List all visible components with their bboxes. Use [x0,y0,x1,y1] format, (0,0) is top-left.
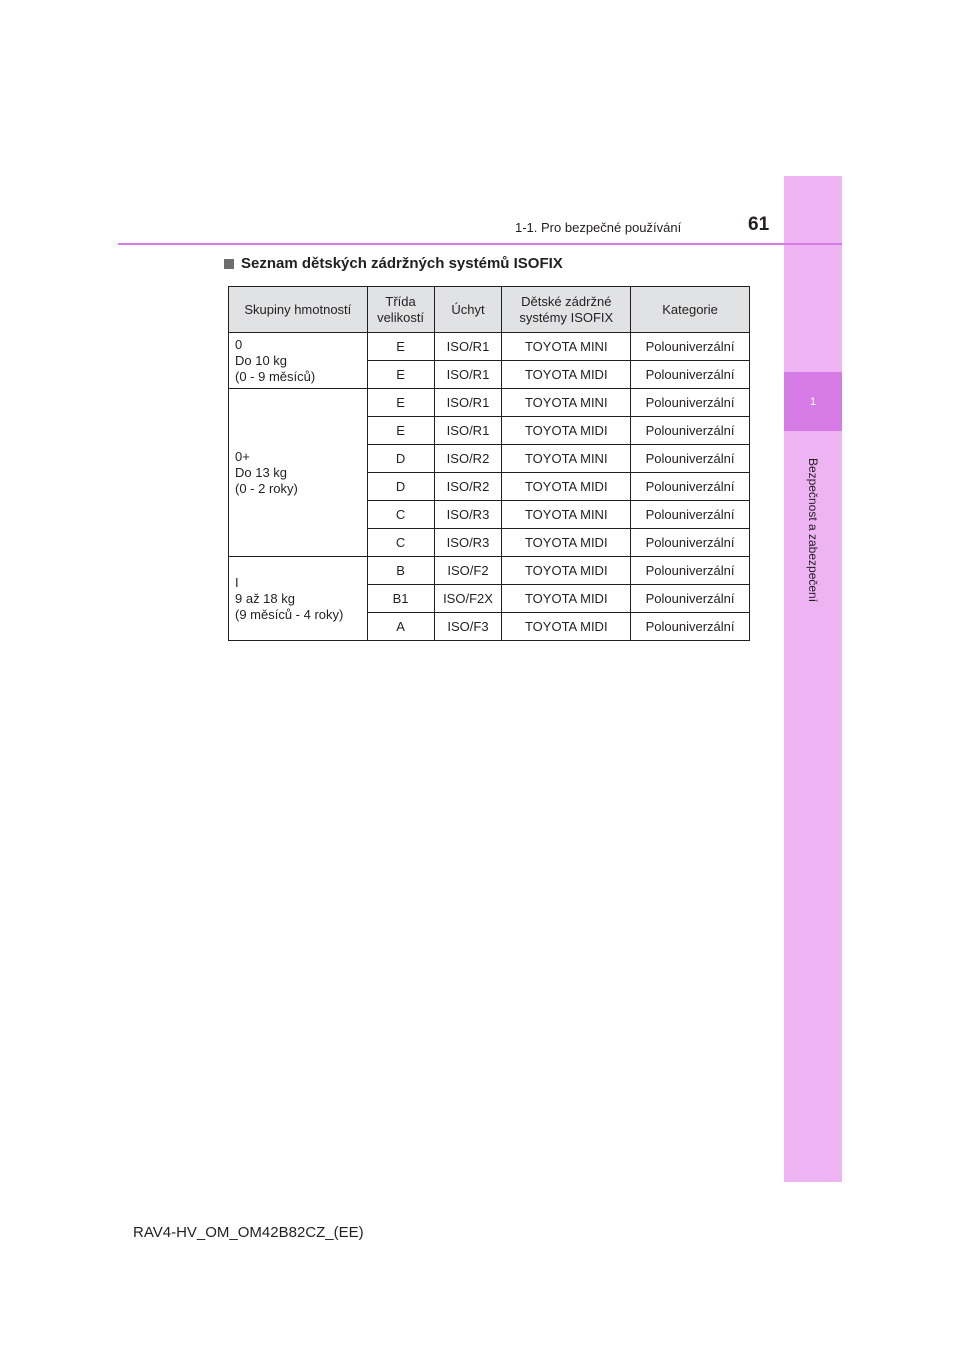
fixture-cell: ISO/R1 [434,333,502,361]
category-cell: Polouniverzální [631,613,750,641]
header-divider [118,243,842,245]
fixture-cell: ISO/R2 [434,473,502,501]
system-cell: TOYOTA MINI [502,389,631,417]
header-section-title: 1-1. Pro bezpečné používání [515,220,682,235]
size-class-cell: C [367,529,434,557]
table-row [229,389,750,417]
table-body [229,333,750,641]
system-cell: TOYOTA MIDI [502,473,631,501]
size-class-cell: C [367,501,434,529]
category-cell: Polouniverzální [631,529,750,557]
system-cell: TOYOTA MIDI [502,557,631,585]
chapter-title: Bezpečnost a zabezpečení [806,457,820,603]
size-class-cell: E [367,333,434,361]
weight-group-cell: I 9 až 18 kg (9 měsíců - 4 roky) [229,557,368,641]
table-row [229,333,750,361]
fixture-cell: ISO/R1 [434,389,502,417]
category-cell: Polouniverzální [631,361,750,389]
size-class-cell: D [367,473,434,501]
system-cell: TOYOTA MIDI [502,613,631,641]
section-heading-text: Seznam dětských zádržných systémů ISOFIX [241,255,563,272]
category-cell: Polouniverzální [631,473,750,501]
category-cell: Polouniverzální [631,585,750,613]
fixture-cell: ISO/R3 [434,501,502,529]
system-cell: TOYOTA MIDI [502,361,631,389]
category-cell: Polouniverzální [631,389,750,417]
header-isofix-systems: Dětské zádržné systémy ISOFIX [502,287,631,333]
square-bullet-icon [224,259,234,269]
category-cell: Polouniverzální [631,445,750,473]
fixture-cell: ISO/R3 [434,529,502,557]
weight-group-cell: 0+ Do 13 kg (0 - 2 roky) [229,389,368,557]
size-class-cell: A [367,613,434,641]
system-cell: TOYOTA MINI [502,445,631,473]
system-cell: TOYOTA MINI [502,501,631,529]
category-cell: Polouniverzální [631,557,750,585]
size-class-cell: D [367,445,434,473]
size-class-cell: E [367,389,434,417]
header-category: Kategorie [631,287,750,333]
fixture-cell: ISO/R1 [434,417,502,445]
size-class-cell: E [367,417,434,445]
size-class-cell: B [367,557,434,585]
fixture-cell: ISO/R1 [434,361,502,389]
system-cell: TOYOTA MIDI [502,529,631,557]
table-row [229,557,750,585]
category-cell: Polouniverzální [631,333,750,361]
fixture-cell: ISO/F3 [434,613,502,641]
table-header-row [229,287,750,333]
isofix-table [228,286,750,641]
fixture-cell: ISO/F2X [434,585,502,613]
chapter-number: 1 [809,395,817,408]
fixture-cell: ISO/F2 [434,557,502,585]
weight-group-cell: 0 Do 10 kg (0 - 9 měsíců) [229,333,368,389]
header-size-class: Třída velikostí [367,287,434,333]
system-cell: TOYOTA MIDI [502,417,631,445]
chapter-side-tab [784,176,842,1182]
system-cell: TOYOTA MINI [502,333,631,361]
size-class-cell: E [367,361,434,389]
category-cell: Polouniverzální [631,417,750,445]
fixture-cell: ISO/R2 [434,445,502,473]
header-weight-group: Skupiny hmotností [229,287,368,333]
category-cell: Polouniverzální [631,501,750,529]
header-fixture: Úchyt [434,287,502,333]
document-code: RAV4-HV_OM_OM42B82CZ_(EE) [133,1224,364,1241]
chapter-number-tab [784,372,842,431]
page-number: 61 [748,214,770,235]
section-heading [224,255,563,272]
system-cell: TOYOTA MIDI [502,585,631,613]
size-class-cell: B1 [367,585,434,613]
